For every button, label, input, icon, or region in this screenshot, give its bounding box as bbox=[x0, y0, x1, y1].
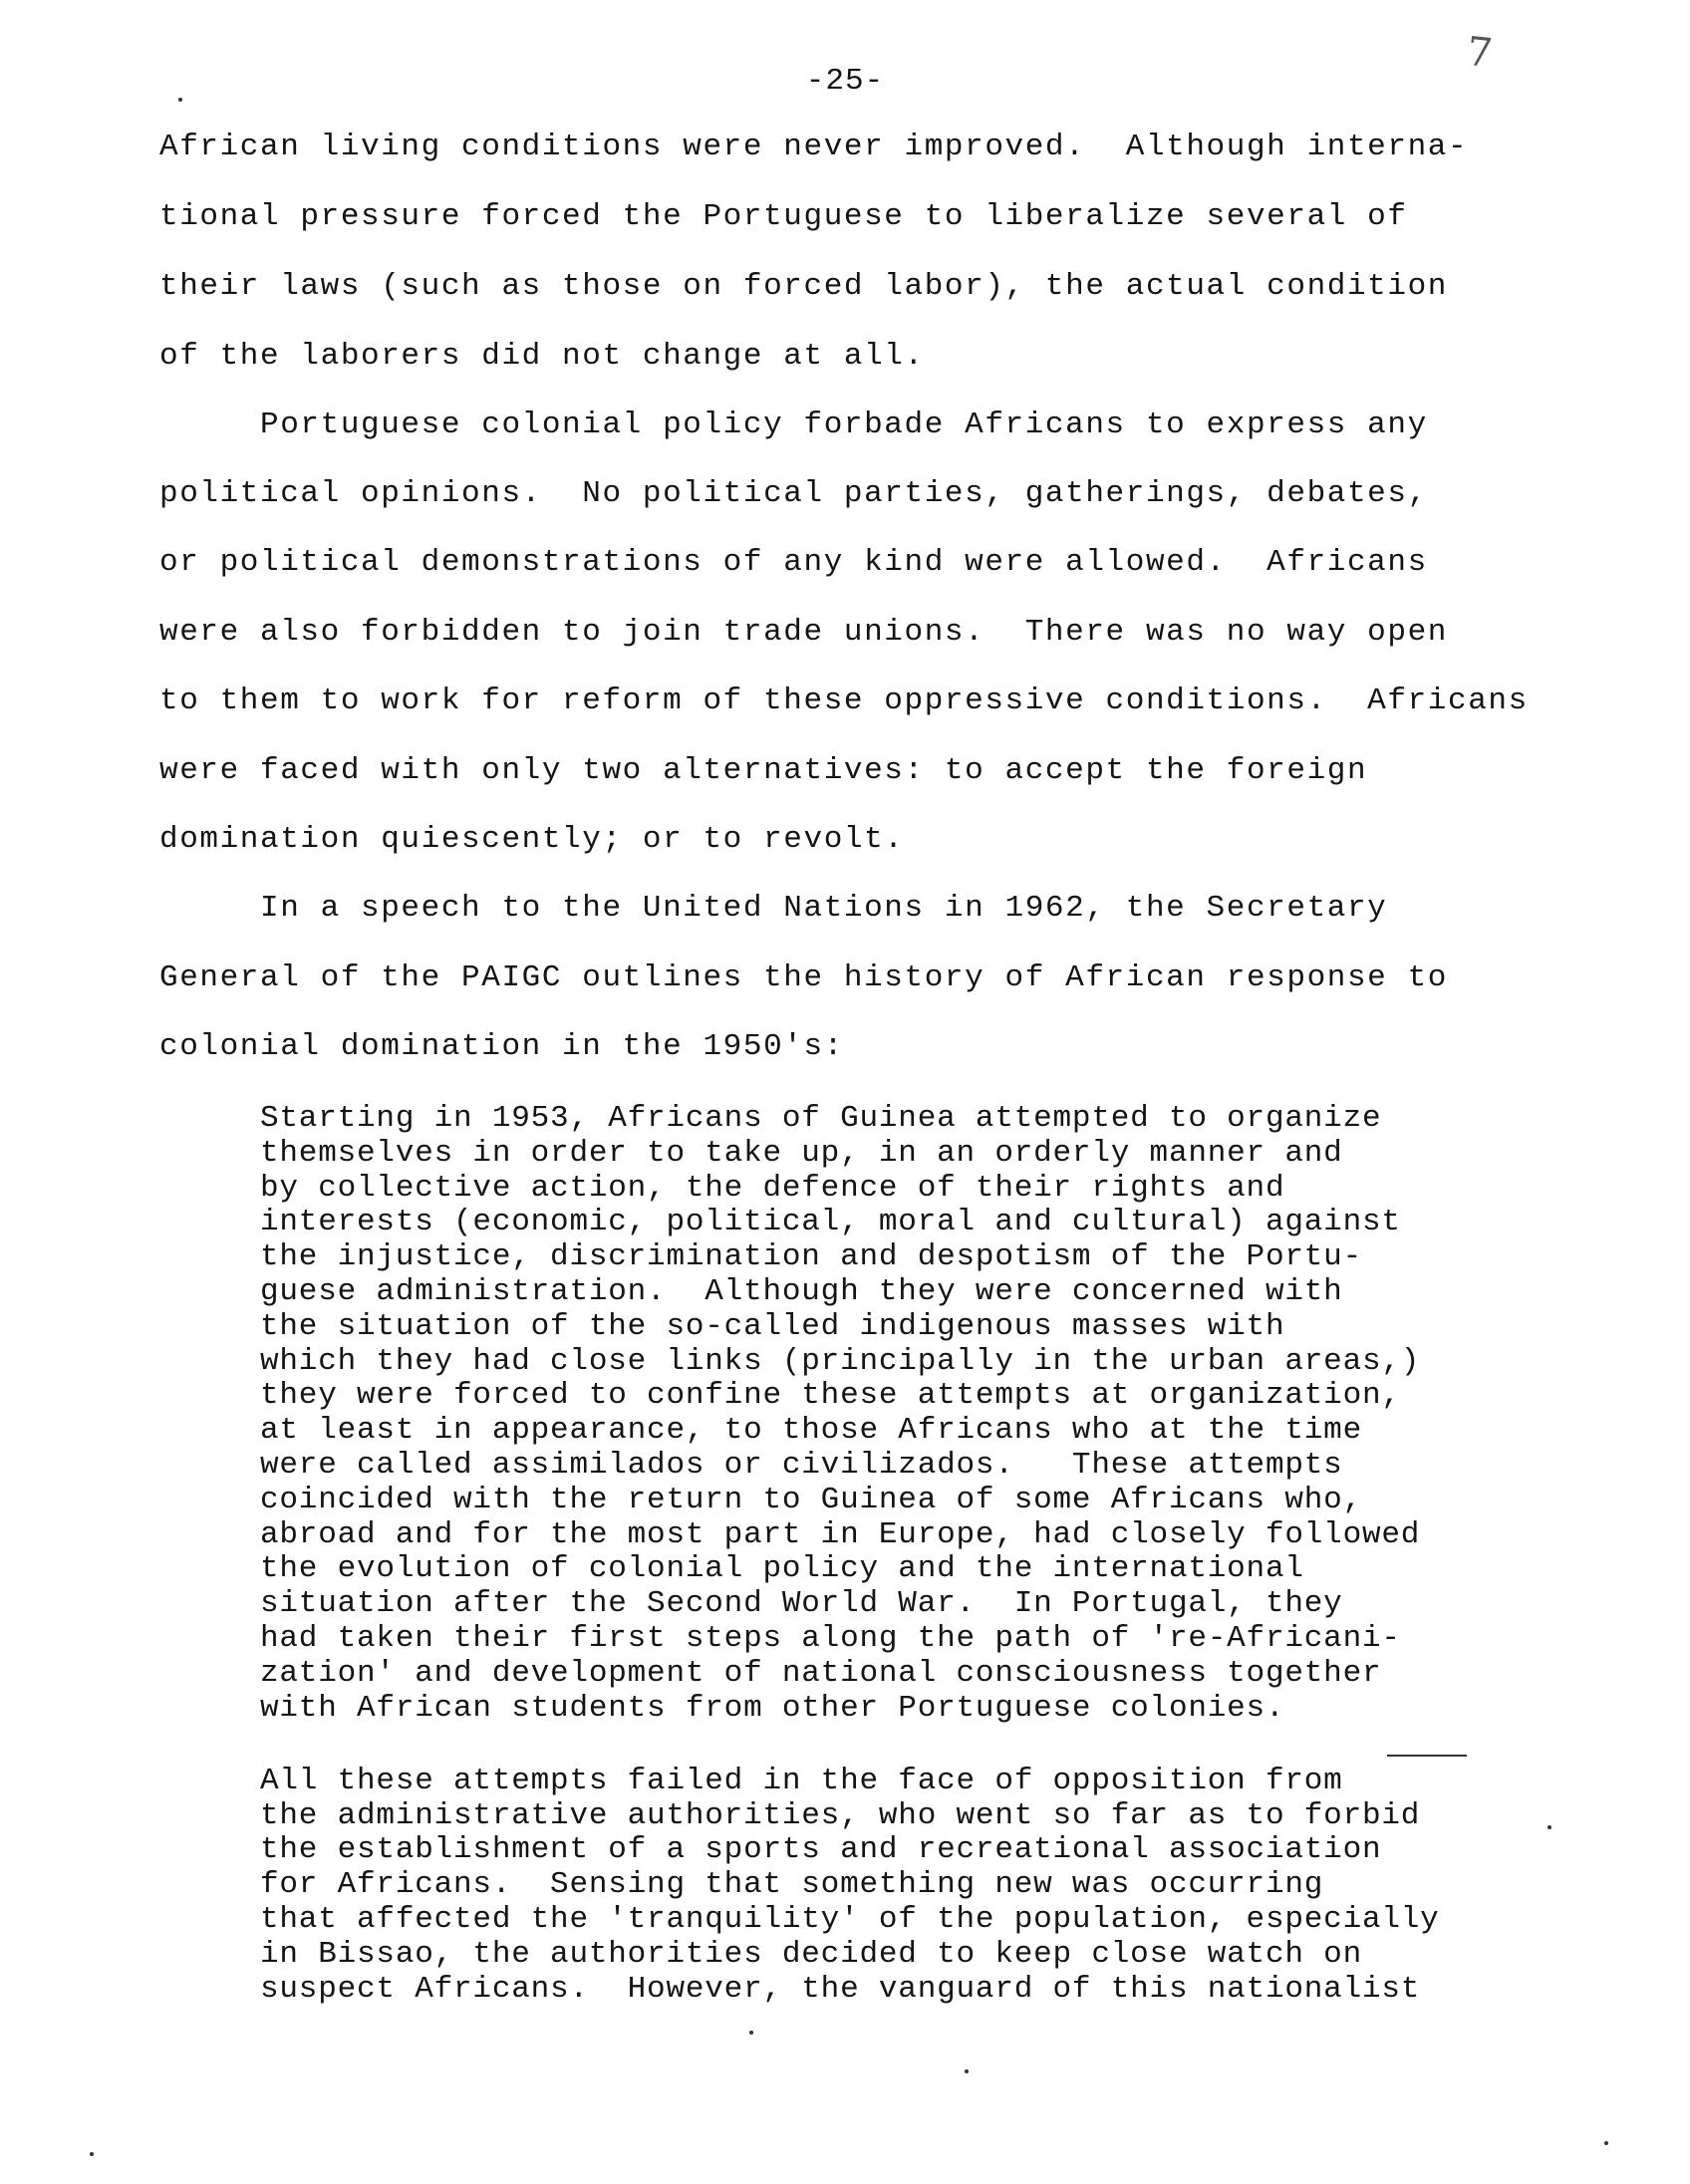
scan-speck bbox=[965, 2069, 969, 2073]
scan-speck bbox=[1604, 2141, 1608, 2145]
body-line: General of the PAIGC outlines the history of African response to bbox=[159, 960, 1448, 995]
quote-line: coincided with the return to Guinea of some Africans who, bbox=[260, 1483, 1362, 1517]
quote-line: for Africans. Sensing that something new was occurring bbox=[260, 1867, 1324, 1902]
quote-line: by collective action, the defence of their rights and bbox=[260, 1171, 1285, 1206]
quote-line: the situation of the so-called indigenous masses with bbox=[260, 1309, 1285, 1344]
quote-line: suspect Africans. However, the vanguard of this nationalist bbox=[260, 1972, 1421, 2007]
quote-line: had taken their first steps along the path of 're-Africani- bbox=[260, 1621, 1401, 1656]
quote-line: guese administration. Although they were concerned with bbox=[260, 1274, 1343, 1309]
quote-line: the establishment of a sports and recreational association bbox=[260, 1832, 1382, 1867]
quote-line: the evolution of colonial policy and the international bbox=[260, 1551, 1304, 1586]
scan-speck bbox=[90, 2152, 94, 2156]
quote-line: which they had close links (principally in the urban areas,) bbox=[260, 1344, 1421, 1379]
body-line: of the laborers did not change at all. bbox=[159, 339, 925, 374]
quote-line: at least in appearance, to those Africans who at the time bbox=[260, 1413, 1362, 1448]
quote-line: the injustice, discrimination and despotism of the Portu- bbox=[260, 1239, 1362, 1274]
quote-line: the administrative authorities, who went so far as to forbid bbox=[260, 1798, 1421, 1833]
body-line: tional pressure forced the Portuguese to liberalize several of bbox=[159, 199, 1408, 234]
body-line: colonial domination in the 1950's: bbox=[159, 1029, 844, 1064]
quote-line: situation after the Second World War. In Portugal, they bbox=[260, 1586, 1343, 1621]
body-line: were faced with only two alternatives: to accept the foreign bbox=[159, 753, 1368, 788]
quote-line: Starting in 1953, Africans of Guinea attempted to organize bbox=[260, 1101, 1382, 1136]
body-line: domination quiescently; or to revolt. bbox=[159, 822, 905, 857]
page-number: -25- bbox=[805, 64, 885, 99]
scan-speck bbox=[1548, 1825, 1551, 1829]
quote-line: interests (economic, political, moral and cultural) against bbox=[260, 1205, 1401, 1239]
quote-line: with African students from other Portuguese colonies. bbox=[260, 1691, 1285, 1726]
handwritten-page-mark: 7 bbox=[1464, 28, 1495, 78]
body-line: or political demonstrations of any kind were allowed. Africans bbox=[159, 545, 1428, 580]
body-line: their laws (such as those on forced labor), the actual condition bbox=[159, 269, 1448, 304]
body-line: In a speech to the United Nations in 1962, the Secretary bbox=[159, 891, 1388, 926]
body-line: to them to work for reform of these oppressive conditions. Africans bbox=[159, 683, 1529, 718]
quote-line: All these attempts failed in the face of opposition from bbox=[260, 1764, 1343, 1798]
quote-line: themselves in order to take up, in an orderly manner and bbox=[260, 1136, 1343, 1171]
scan-speck bbox=[178, 98, 182, 102]
quote-line: abroad and for the most part in Europe, had closely followed bbox=[260, 1517, 1421, 1552]
quote-line: zation' and development of national consciousness together bbox=[260, 1656, 1382, 1691]
body-line: Portuguese colonial policy forbade Africans to express any bbox=[159, 408, 1428, 442]
quote-line: they were forced to confine these attempts at organization, bbox=[260, 1378, 1401, 1413]
body-line: political opinions. No political parties, gatherings, debates, bbox=[159, 476, 1428, 511]
quote-line: that affected the 'tranquility' of the population, especially bbox=[260, 1902, 1440, 1937]
body-line: African living conditions were never improved. Although interna- bbox=[159, 130, 1469, 164]
stray-pen-mark bbox=[1387, 1755, 1467, 1757]
quote-line: in Bissao, the authorities decided to keep close watch on bbox=[260, 1937, 1362, 1972]
quote-line: were called assimilados or civilizados. These attempts bbox=[260, 1448, 1343, 1483]
body-line: were also forbidden to join trade unions. There was no way open bbox=[159, 615, 1448, 650]
scan-speck bbox=[749, 2031, 753, 2035]
